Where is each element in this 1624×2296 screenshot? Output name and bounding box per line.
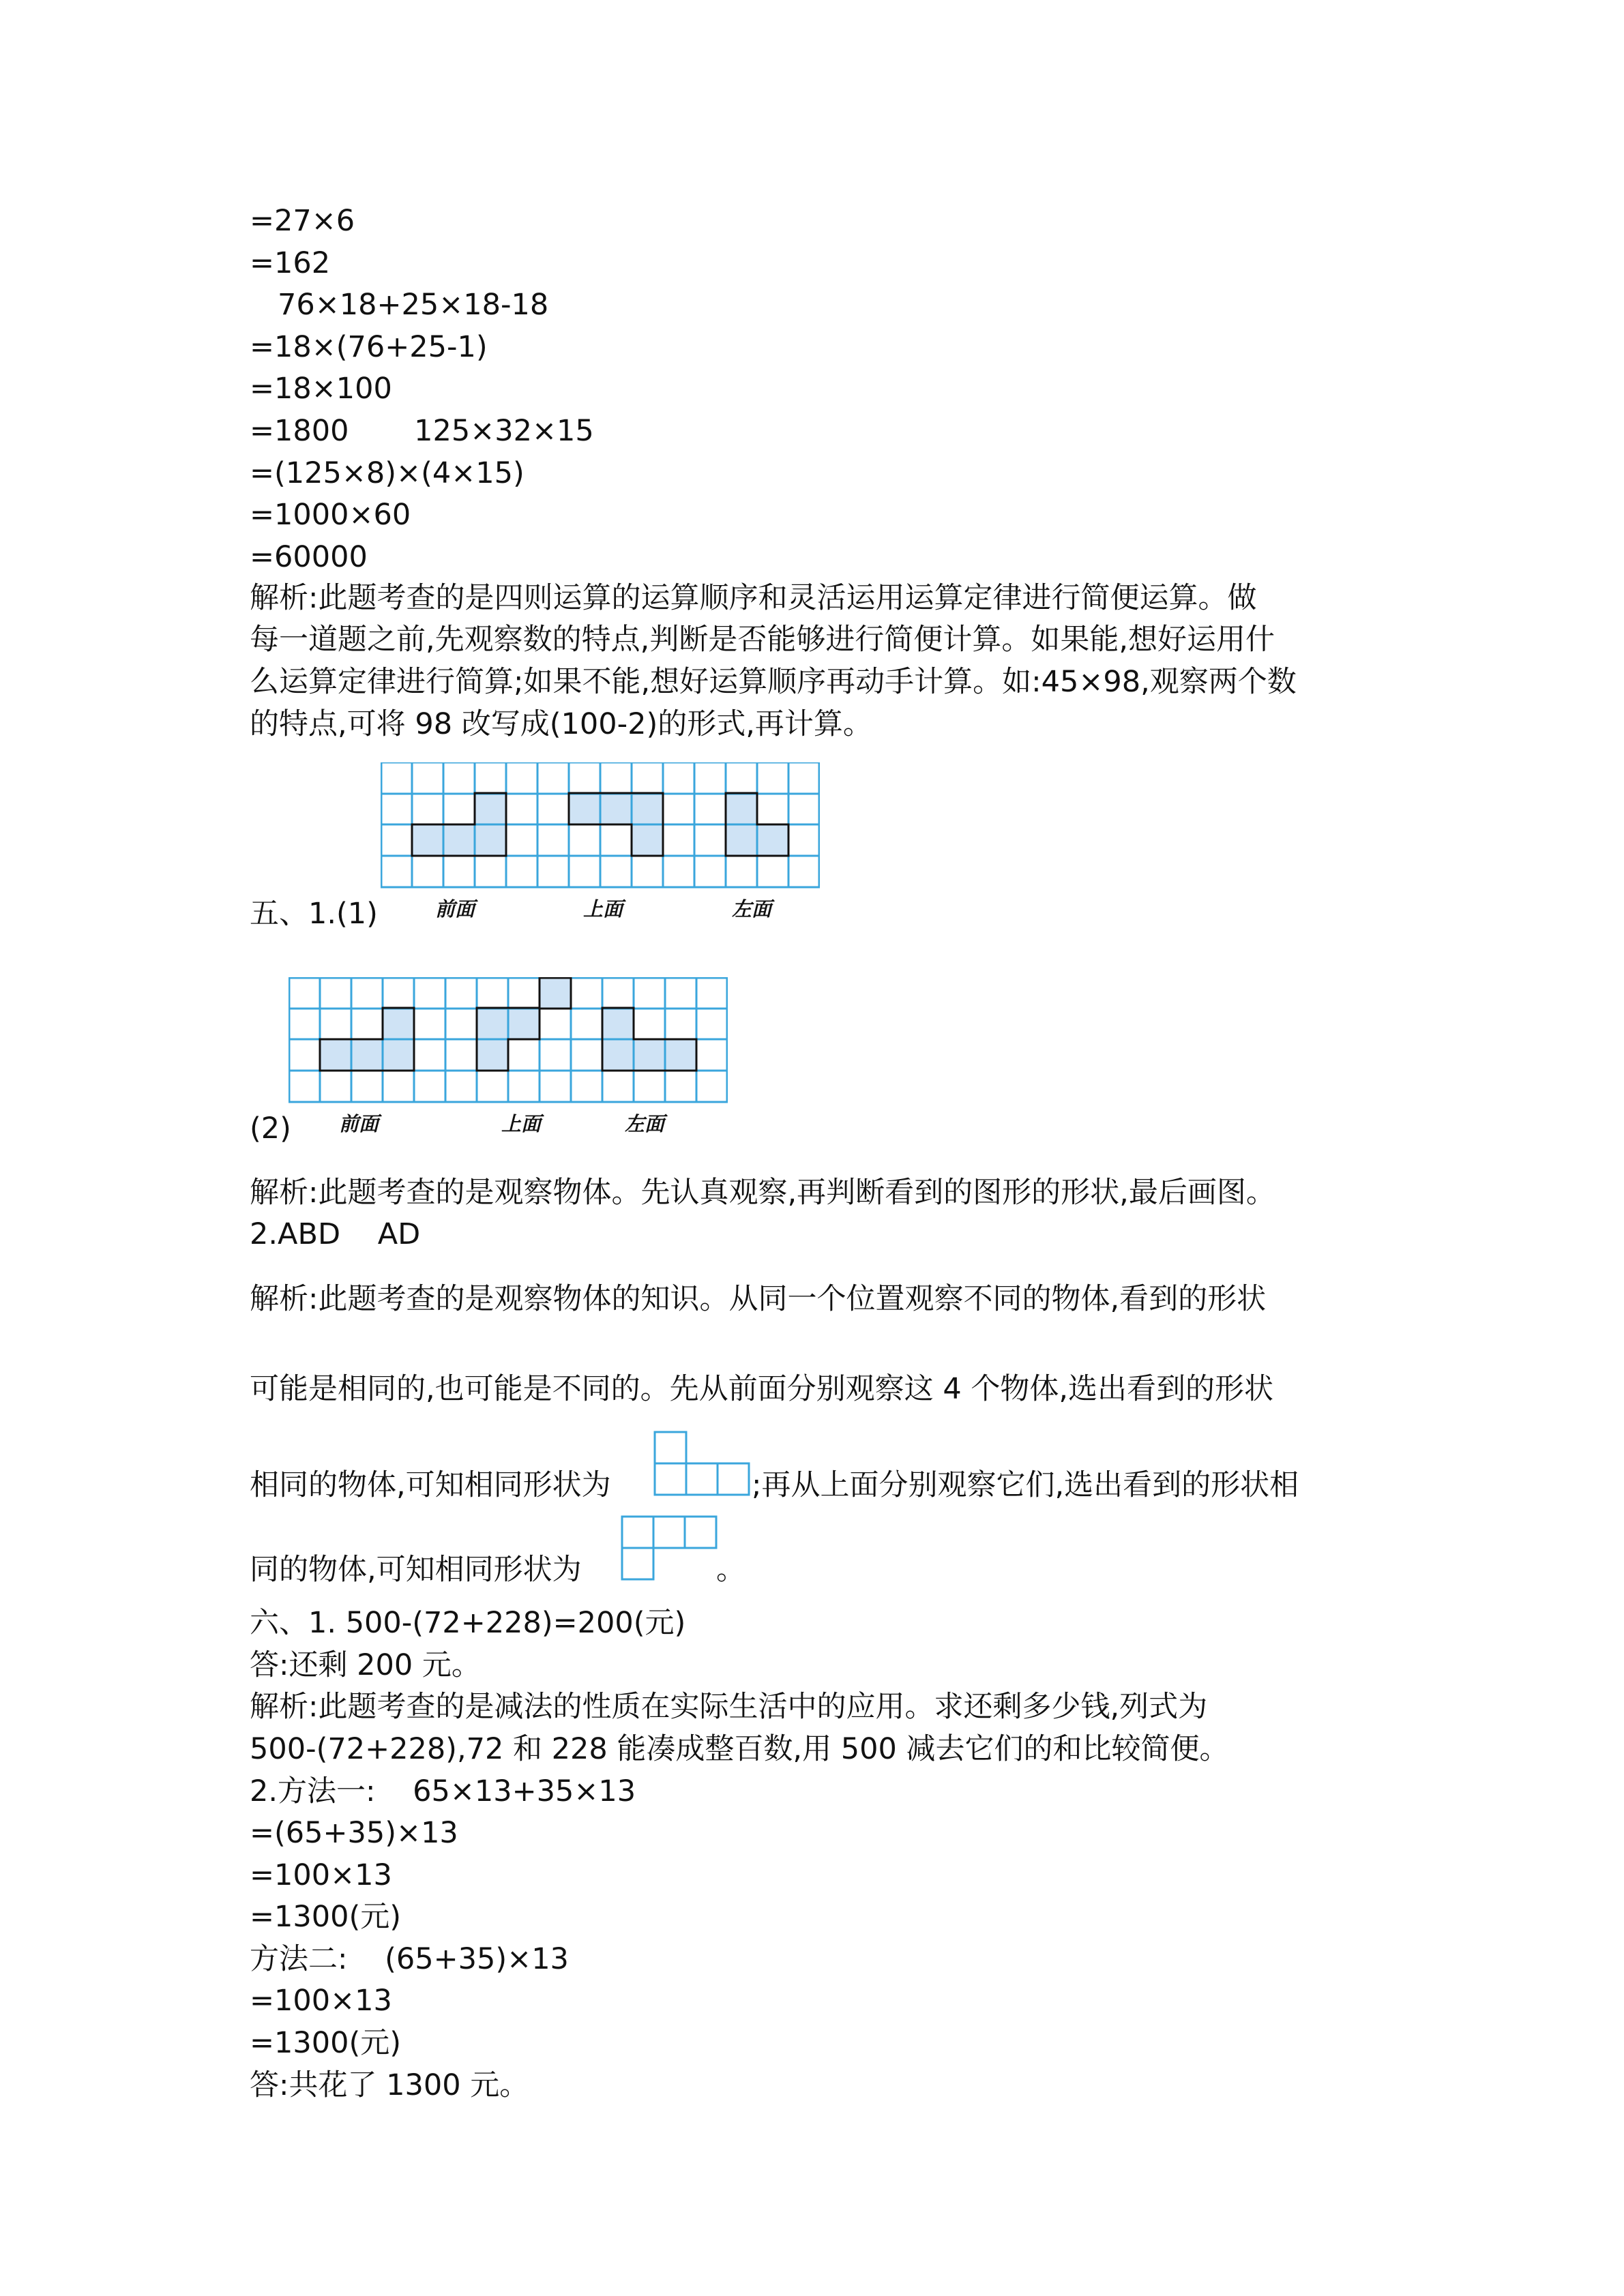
left-view-cell bbox=[602, 1039, 634, 1071]
text-line: =18×(76+25-1) bbox=[250, 330, 488, 364]
top-view-cell bbox=[632, 824, 663, 856]
analysis-line: 么运算定律进行简算;如果不能,想好运算顺序再动手计算。如:45×98,观察两个数 bbox=[250, 665, 1297, 699]
text-line: 答:还剩 200 元。 bbox=[250, 1648, 481, 1682]
analysis-line: 每一道题之前,先观察数的特点,判断是否能够进行简便计算。如果能,想好运用什 bbox=[250, 623, 1275, 657]
left-view-cell bbox=[634, 1039, 665, 1071]
analysis-line-part: 相同的物体,可知相同形状为 bbox=[250, 1468, 611, 1502]
front-view-cell bbox=[443, 824, 475, 856]
left-view-cell bbox=[665, 1039, 696, 1071]
text-line: 2.方法一: 65×13+35×13 bbox=[250, 1774, 636, 1808]
front-view-cell bbox=[412, 824, 443, 856]
front-view-cell bbox=[475, 824, 506, 856]
analysis-line: 500-(72+228),72 和 228 能凑成整百数,用 500 减去它们的和比较简便。 bbox=[250, 1732, 1229, 1766]
text-line: =162 bbox=[250, 246, 331, 280]
caption-front: 前面 bbox=[435, 897, 475, 921]
inline-shape-top bbox=[621, 1515, 718, 1581]
front-view-cell bbox=[383, 1008, 414, 1039]
inline-shape-front bbox=[653, 1431, 750, 1496]
text-line: =18×100 bbox=[250, 372, 392, 406]
top-view-cell bbox=[477, 1039, 508, 1071]
caption-left: 左面 bbox=[732, 897, 772, 921]
answer-line: 2.ABD AD bbox=[250, 1217, 421, 1251]
section-label-5-1: 五、1.(1) bbox=[250, 897, 378, 931]
front-view-cell bbox=[383, 1039, 414, 1071]
caption-top: 上面 bbox=[583, 897, 623, 921]
caption-front: 前面 bbox=[339, 1112, 379, 1135]
caption-top: 上面 bbox=[501, 1112, 542, 1135]
top-view-cell bbox=[477, 1008, 508, 1039]
analysis-line: 解析:此题考查的是四则运算的运算顺序和灵活运用运算定律进行简便运算。做 bbox=[250, 581, 1257, 615]
front-view-cell bbox=[475, 793, 506, 824]
front-view-cell bbox=[351, 1039, 383, 1071]
text-line: 六、1. 500-(72+228)=200(元) bbox=[250, 1606, 686, 1640]
analysis-line: 可能是相同的,也可能是不同的。先从前面分别观察这 4 个物体,选出看到的形状 bbox=[250, 1372, 1274, 1406]
analysis-line: 解析:此题考查的是观察物体的知识。从同一个位置观察不同的物体,看到的形状 bbox=[250, 1282, 1267, 1316]
left-view-cell bbox=[757, 824, 788, 856]
text-line: =27×6 bbox=[250, 204, 355, 238]
caption-left: 左面 bbox=[625, 1112, 665, 1135]
analysis-line-part: 同的物体,可知相同形状为 bbox=[250, 1553, 582, 1587]
text-line: =1300(元) bbox=[250, 1900, 402, 1934]
text-line: =100×13 bbox=[250, 1858, 392, 1892]
left-view-cell bbox=[602, 1008, 634, 1039]
text-line: 76×18+25×18-18 bbox=[250, 288, 549, 322]
text-line: =1300(元) bbox=[250, 2026, 402, 2060]
left-view-cell bbox=[726, 793, 757, 824]
text-line: =1000×60 bbox=[250, 498, 411, 532]
analysis-line-part: ;再从上面分别观察它们,选出看到的形状相 bbox=[752, 1468, 1299, 1502]
text-line: =100×13 bbox=[250, 1984, 392, 2018]
top-view-cell bbox=[569, 793, 600, 824]
top-view-cell bbox=[600, 793, 632, 824]
text-line: =1800 125×32×15 bbox=[250, 414, 594, 448]
analysis-line: 解析:此题考查的是减法的性质在实际生活中的应用。求还剩多少钱,列式为 bbox=[250, 1690, 1208, 1724]
top-view-cell bbox=[540, 977, 571, 1009]
text-line: =60000 bbox=[250, 540, 368, 574]
front-view-cell bbox=[320, 1039, 351, 1071]
text-line: 答:共花了 1300 元。 bbox=[250, 2068, 529, 2102]
view-grid-2 bbox=[289, 977, 728, 1103]
top-view-cell bbox=[508, 1008, 540, 1039]
section-label-5-2: (2) bbox=[250, 1112, 291, 1146]
text-line: =(65+35)×13 bbox=[250, 1816, 458, 1850]
text-line: 方法二: (65+35)×13 bbox=[250, 1942, 569, 1976]
view-grid-1 bbox=[381, 762, 820, 889]
text-line: =(125×8)×(4×15) bbox=[250, 456, 525, 490]
analysis-line: 解析:此题考查的是观察物体。先认真观察,再判断看到的图形的形状,最后画图。 bbox=[250, 1176, 1275, 1210]
analysis-line: 的特点,可将 98 改写成(100-2)的形式,再计算。 bbox=[250, 707, 872, 741]
analysis-line-part: 。 bbox=[716, 1553, 745, 1587]
top-view-cell bbox=[632, 793, 663, 824]
left-view-cell bbox=[726, 824, 757, 856]
